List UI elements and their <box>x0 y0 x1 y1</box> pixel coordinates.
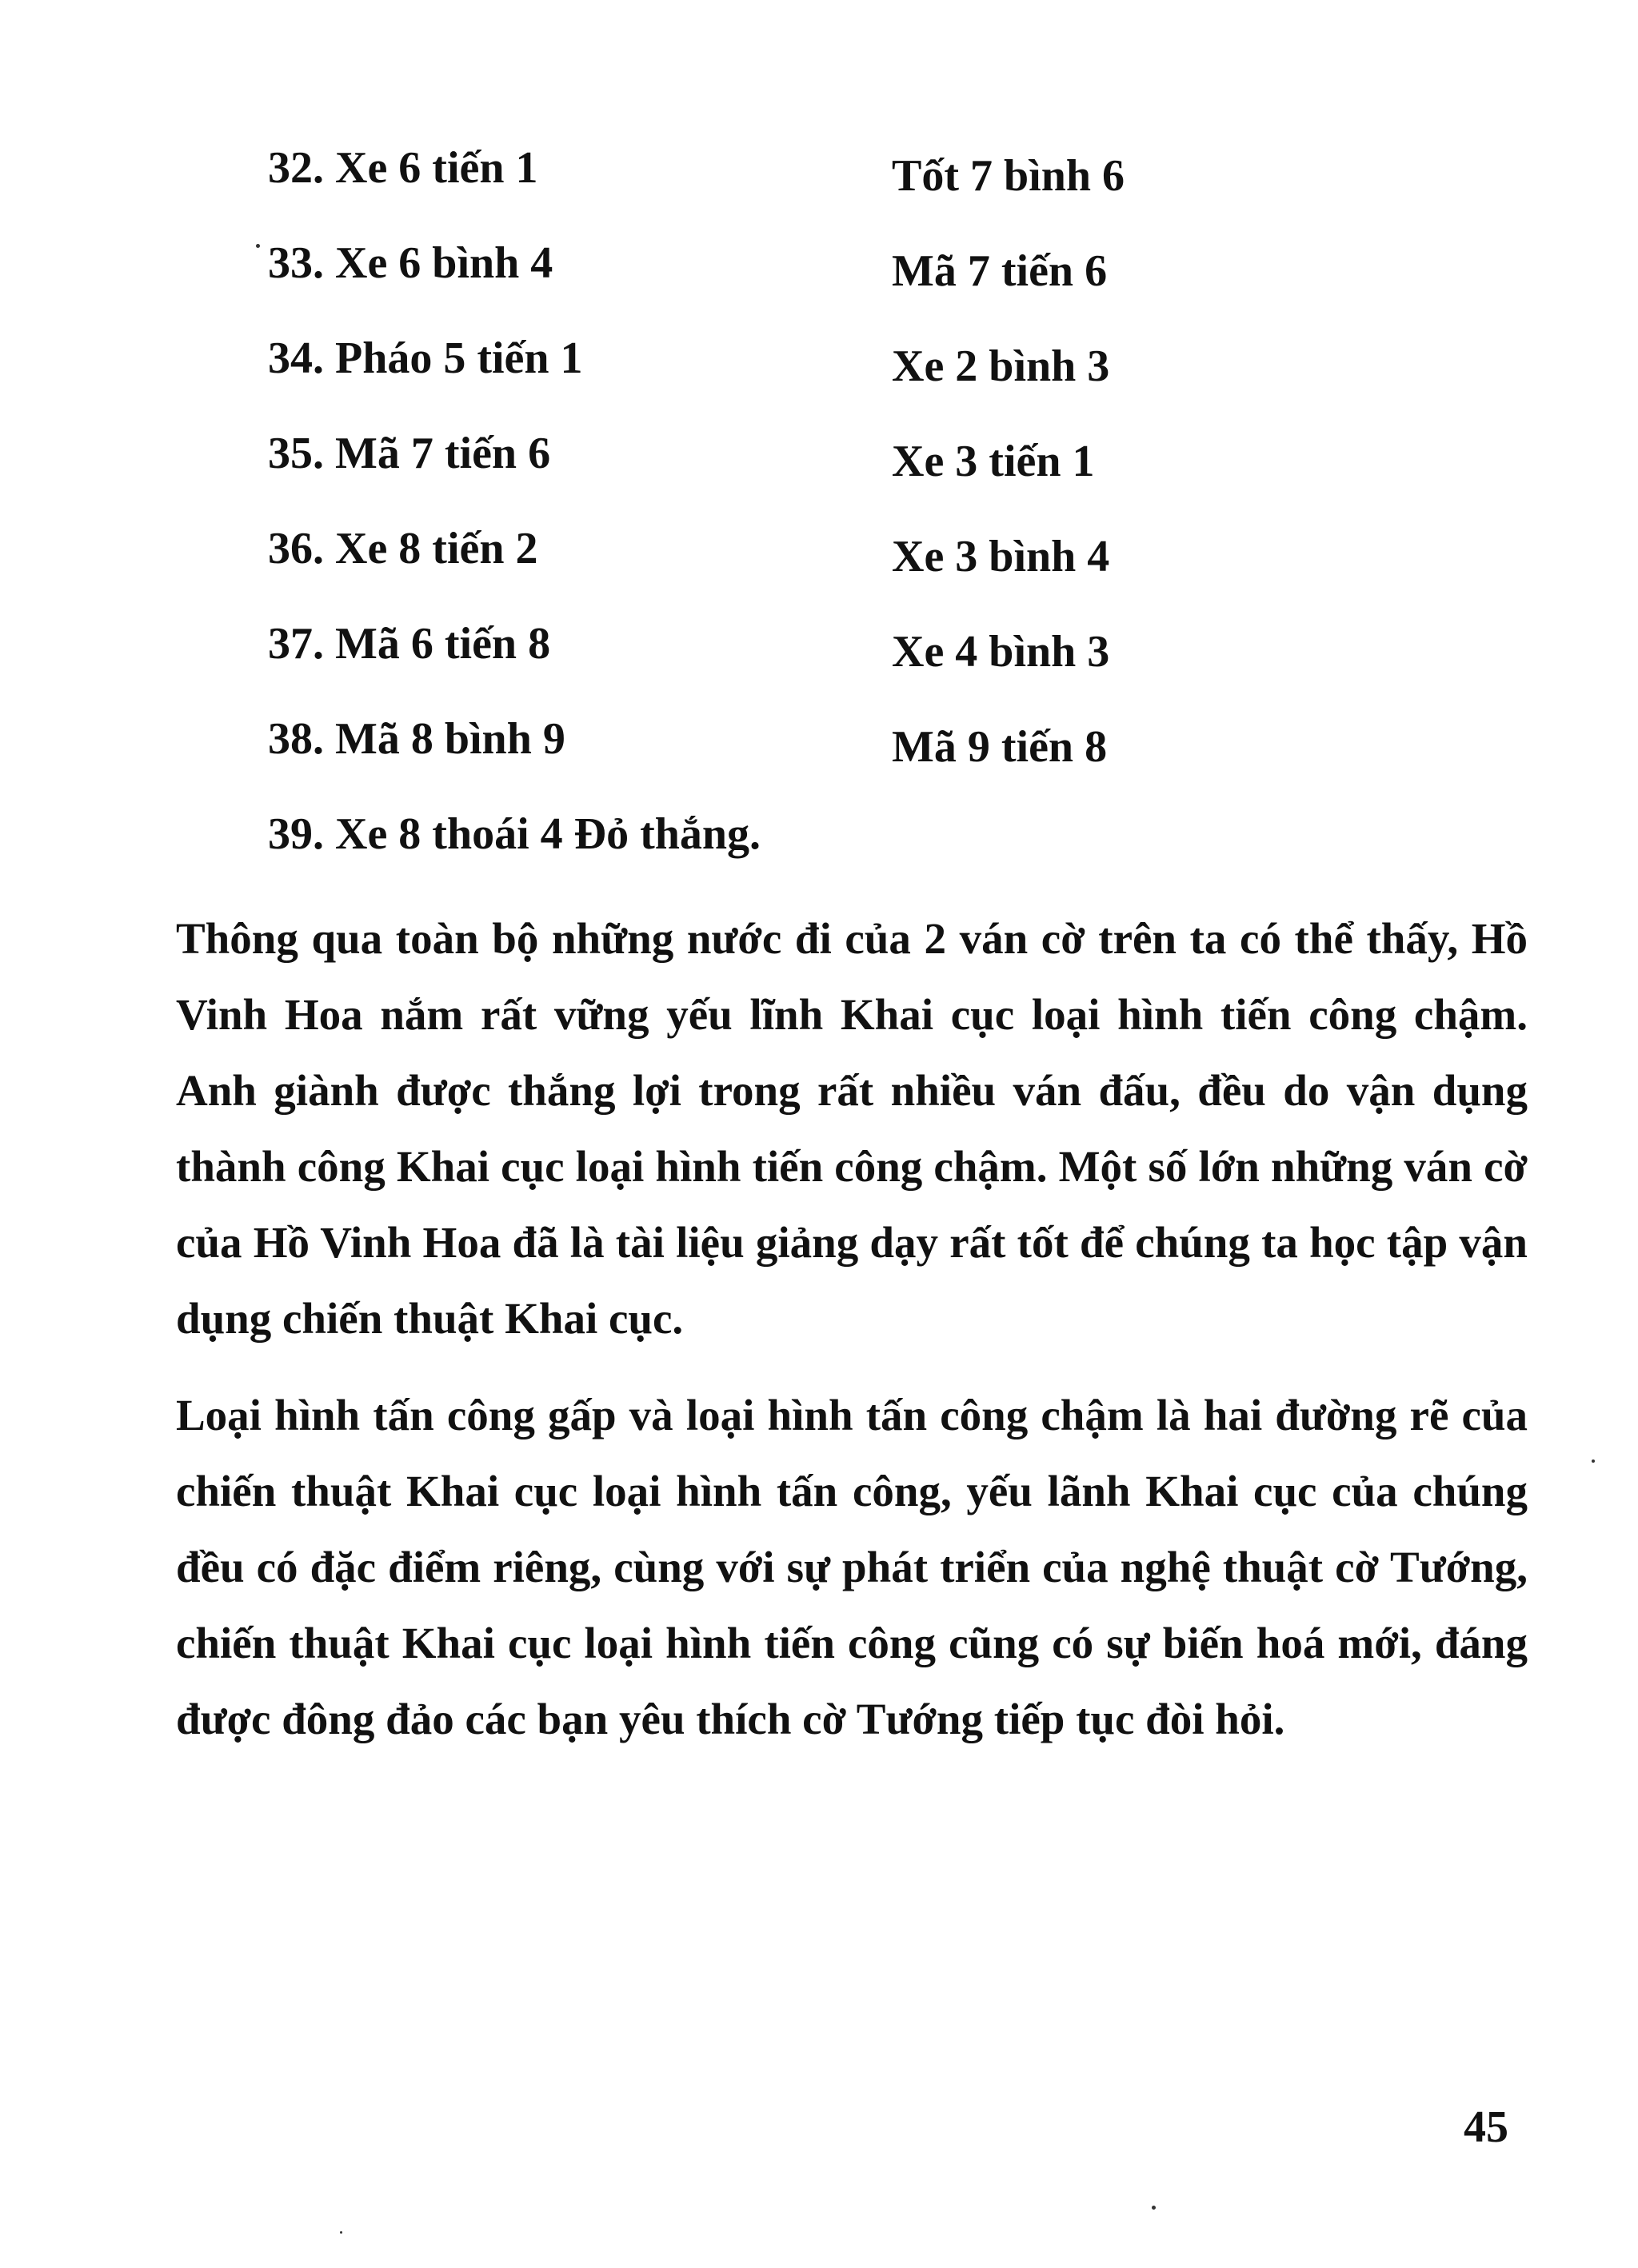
move-row <box>268 136 1468 231</box>
red-move: 36. Xe 8 tiến 2 <box>268 524 538 573</box>
page-number: 45 <box>1464 2102 1508 2152</box>
move-row <box>268 612 1468 707</box>
black-move: Xe 2 bình 3 <box>892 341 1110 391</box>
scan-speck <box>1152 2206 1156 2210</box>
red-move: 32. Xe 6 tiến 1 <box>268 143 538 193</box>
move-row <box>268 517 1468 612</box>
black-move: Mã 7 tiến 6 <box>892 246 1108 296</box>
final-move: 39. Xe 8 thoái 4 Đỏ thắng. <box>268 809 761 859</box>
move-row <box>268 421 1468 517</box>
body-paragraph: Loại hình tấn công gấp và loại hình tấn công chậm là hai đường rẽ của chiến thuật Khai cục loại hình tấn công, yếu lãnh Khai cục của chúng đều có đặc điểm riêng, cùng với sự phát triển của nghệ thuật cờ Tướng, chiến thuật Khai cục loại hình tiến công cũng có sự biến hoá mới, đáng được đông đảo các bạn yêu thích cờ Tướng tiếp tục đòi hỏi. <box>176 1391 1528 1743</box>
red-move: 34. Pháo 5 tiến 1 <box>268 333 583 383</box>
red-move: 38. Mã 8 bình 9 <box>268 714 565 764</box>
red-move: 33. Xe 6 bình 4 <box>268 238 553 288</box>
black-move: Tốt 7 bình 6 <box>892 151 1125 201</box>
black-move: Xe 3 bình 4 <box>892 532 1110 581</box>
scan-speck <box>1592 1459 1595 1463</box>
scan-speck <box>256 244 260 248</box>
move-list <box>268 136 1468 802</box>
black-move: Xe 3 tiến 1 <box>892 437 1095 486</box>
scan-speck <box>340 2231 342 2234</box>
move-row <box>268 231 1468 326</box>
black-move: Mã 9 tiến 8 <box>892 722 1108 772</box>
red-move: 37. Mã 6 tiến 8 <box>268 619 551 669</box>
red-move: 35. Mã 7 tiến 6 <box>268 429 551 478</box>
body-paragraph: Thông qua toàn bộ những nước đi của 2 ván cờ trên ta có thể thấy, Hồ Vinh Hoa nắm rất vững yếu lĩnh Khai cục loại hình tiến công chậm. Anh giành được thắng lợi trong rất nhiều ván đấu, đều do vận dụng thành công Khai cục loại hình tiến công chậm. Một số lớn những ván cờ của Hồ Vinh Hoa đã là tài liệu giảng dạy rất tốt để chúng ta học tập vận dụng chiến thuật Khai cục. <box>176 914 1528 1343</box>
move-row <box>268 326 1468 421</box>
black-move: Xe 4 bình 3 <box>892 627 1110 677</box>
move-row <box>268 707 1468 802</box>
